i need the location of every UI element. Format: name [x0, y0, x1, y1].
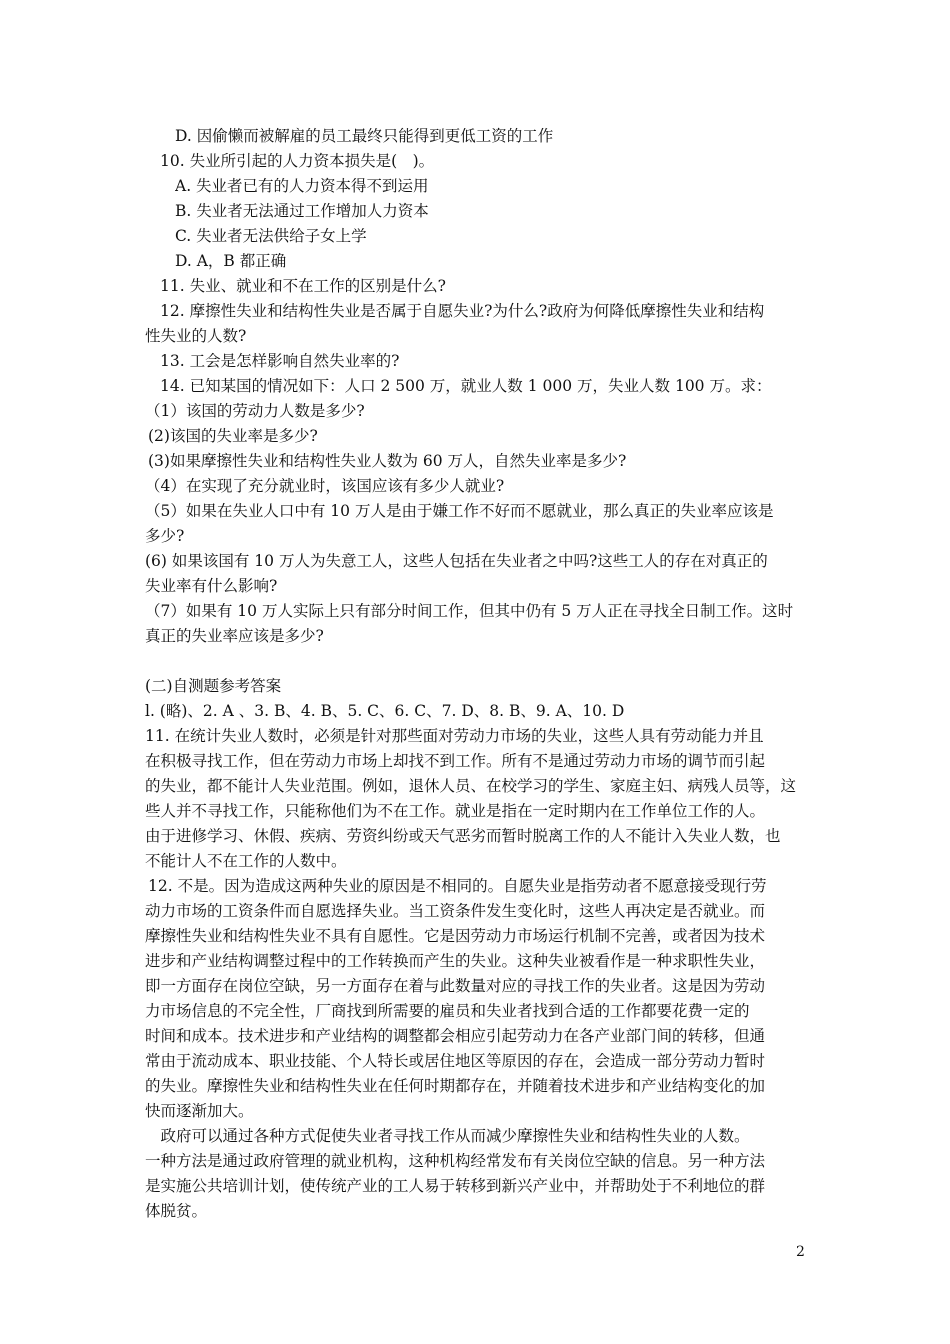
- option-9d: D. 因偷懒而被解雇的员工最终只能得到更低工资的工作: [175, 127, 554, 145]
- answers-choice-key: l. (略)、2. A 、3. B、4. B、5. C、6. C、7. D、8. B、9. A、10. D: [145, 702, 625, 720]
- question-14-part-6: (6) 如果该国有 10 万人为失意工人，这些人包括在失业者之中吗?这些工人的存在对真正的: [145, 552, 768, 570]
- question-14-part-3: (3)如果摩擦性失业和结构性失业人数为 60 万人，自然失业率是多少?: [148, 452, 627, 470]
- answer-12-cont: 力市场信息的不完全性，厂商找到所需要的雇员和失业者找到合适的工作都要花费一定的: [145, 1002, 750, 1020]
- option-10d: D. A，B 都正确: [175, 252, 287, 270]
- question-10: 10. 失业所引起的人力资本损失是( )。: [160, 152, 435, 170]
- question-14-part-4: （4）在实现了充分就业时，该国应该有多少人就业?: [145, 477, 505, 495]
- question-11: 11. 失业、就业和不在工作的区别是什么?: [160, 277, 446, 295]
- answer-11: 11. 在统计失业人数时，必须是针对那些面对劳动力市场的失业，这些人具有劳动能力并且: [145, 727, 764, 745]
- answer-12-cont: 动力市场的工资条件而自愿选择失业。当工资条件发生变化时，这些人再决定是否就业。而: [145, 902, 766, 920]
- option-10c: C. 失业者无法供给子女上学: [175, 227, 367, 245]
- answer-12-paragraph-2-cont: 是实施公共培训计划，使传统产业的工人易于转移到新兴产业中，并帮助处于不利地位的群: [145, 1177, 766, 1195]
- answer-11-cont: 由于进修学习、休假、疾病、劳资纠纷或天气恶劣而暂时脱离工作的人不能计入失业人数，也: [145, 827, 781, 845]
- answer-11-cont: 在积极寻找工作，但在劳动力市场上却找不到工作。所有不是通过劳动力市场的调节而引起: [145, 752, 766, 770]
- question-14-part-1: （1）该国的劳动力人数是多少?: [145, 402, 365, 420]
- answer-11-cont: 不能计人不在工作的人数中。: [145, 852, 347, 870]
- answer-12-cont: 的失业。摩擦性失业和结构性失业在任何时期都存在，并随着技术进步和产业结构变化的加: [145, 1077, 766, 1095]
- answer-12: 12. 不是。因为造成这两种失业的原因是不相同的。自愿失业是指劳动者不愿意接受现行劳: [148, 877, 767, 895]
- answer-12-cont: 快而逐渐加大。: [145, 1102, 254, 1120]
- answer-12-cont: 时间和成本。技术进步和产业结构的调整都会相应引起劳动力在各产业部门间的转移，但通: [145, 1027, 766, 1045]
- answer-12-cont: 摩擦性失业和结构性失业不具有自愿性。它是因劳动力市场运行机制不完善，或者因为技术: [145, 927, 766, 945]
- answer-11-cont: 些人并不寻找工作，只能称他们为不在工作。就业是指在一定时期内在工作单位工作的人。: [145, 802, 766, 820]
- question-14-part-2: (2)该国的失业率是多少?: [148, 427, 318, 445]
- answer-12-cont: 即一方面存在岗位空缺，另一方面存在着与此数量对应的寻找工作的失业者。这是因为劳动: [145, 977, 766, 995]
- question-14-part-7-cont: 真正的失业率应该是多少?: [145, 627, 324, 645]
- option-10a: A. 失业者已有的人力资本得不到运用: [175, 177, 429, 195]
- question-14-part-6-cont: 失业率有什么影响?: [145, 577, 278, 595]
- option-10b: B. 失业者无法通过工作增加人力资本: [175, 202, 429, 220]
- answer-12-paragraph-2-cont: 一种方法是通过政府管理的就业机构，这种机构经常发布有关岗位空缺的信息。另一种方法: [145, 1152, 766, 1170]
- question-14-part-5: （5）如果在失业人口中有 10 万人是由于嫌工作不好而不愿就业，那么真正的失业率应该是: [145, 502, 774, 520]
- answer-12-cont: 常由于流动成本、职业技能、个人特长或居住地区等原因的存在，会造成一部分劳动力暂时: [145, 1052, 766, 1070]
- question-14-part-7: （7）如果有 10 万人实际上只有部分时间工作，但其中仍有 5 万人正在寻找全日制工作。这时: [145, 602, 794, 620]
- question-12-cont: 性失业的人数?: [145, 327, 247, 345]
- answer-12-paragraph-2-cont: 体脱贫。: [145, 1202, 208, 1220]
- question-13: 13. 工会是怎样影响自然失业率的?: [160, 352, 400, 370]
- answer-12-cont: 进步和产业结构调整过程中的工作转换而产生的失业。这种失业被看作是一种求职性失业，: [145, 952, 766, 970]
- question-14: 14. 已知某国的情况如下：人口 2 500 万，就业人数 1 000 万，失业人数 100 万。求：: [160, 377, 772, 395]
- answer-12-paragraph-2: 政府可以通过各种方式促使失业者寻找工作从而减少摩擦性失业和结构性失业的人数。: [145, 1127, 750, 1145]
- answer-11-cont: 的失业，都不能计人失业范围。例如，退休人员、在校学习的学生、家庭主妇、病残人员等，这: [145, 777, 797, 795]
- question-12: 12. 摩擦性失业和结构性失业是否属于自愿失业?为什么?政府为何降低摩擦性失业和结构: [160, 302, 765, 320]
- answers-heading: (二)自测题参考答案: [145, 677, 282, 695]
- page-number: 2: [796, 1244, 805, 1260]
- question-14-part-5-cont: 多少?: [145, 527, 185, 545]
